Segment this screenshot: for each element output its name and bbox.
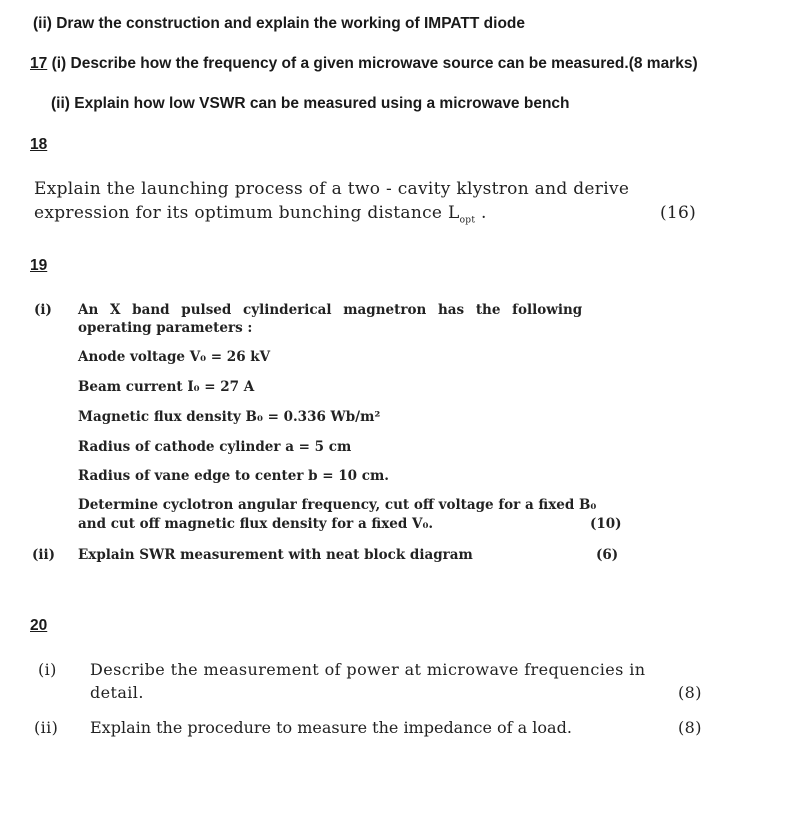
q19-ii-text: Explain SWR measurement with neat block diagram	[78, 547, 473, 563]
q19-det-line2: and cut off magnetic flux density for a fixed V₀.	[78, 516, 434, 532]
q20-ii-marks: (8)	[678, 718, 702, 737]
q17-part-i-text: (i) Describe how the frequency of a given microwave source can be measured.(8 marks)	[51, 55, 698, 72]
q20-i-label: (i)	[38, 660, 57, 679]
q18-number: 18	[30, 136, 48, 153]
q19-i-line1: An X band pulsed cylinderical magnetron has the following	[78, 302, 583, 318]
q16-part-ii: (ii) Draw the construction and explain the working of IMPATT diode	[33, 15, 525, 32]
q19-param: Beam current I₀ = 27 A	[78, 379, 255, 395]
q20-number: 20	[30, 617, 48, 634]
q19-i-label: (i)	[34, 302, 52, 318]
q17-number: 17	[30, 55, 48, 72]
q19-i-line2: operating parameters :	[78, 320, 253, 336]
q17-part-ii: (ii) Explain how low VSWR can be measured using a microwave bench	[51, 95, 570, 112]
q19-param: Magnetic flux density B₀ = 0.336 Wb/m²	[78, 409, 381, 425]
q20-ii-text: Explain the procedure to measure the impedance of a load.	[90, 718, 572, 737]
q20-i-marks: (8)	[678, 683, 702, 702]
q18-line2: expression for its optimum bunching distance $L_{opt}$ .	[34, 203, 487, 226]
q19-number: 19	[30, 257, 48, 274]
q20-ii-label: (ii)	[34, 718, 59, 737]
q18-line1: Explain the launching process of a two - cavity klystron and derive	[34, 179, 630, 199]
q18-marks: (16)	[660, 203, 697, 223]
q18-subscript: opt	[459, 215, 476, 226]
q19-param: Anode voltage V₀ = 26 kV	[78, 349, 271, 365]
q19-ii-marks: (6)	[596, 547, 619, 563]
q20-i-line2: detail.	[90, 683, 144, 702]
q19-i-marks: (10)	[590, 516, 622, 532]
q19-ii-label: (ii)	[32, 547, 56, 563]
q17-part-i	[30, 55, 698, 73]
q20-i-line1: Describe the measurement of power at microwave frequencies in	[90, 660, 646, 679]
q19-det-line1: Determine cyclotron angular frequency, cut off voltage for a fixed B₀	[78, 497, 597, 513]
q19-param: Radius of cathode cylinder a = 5 cm	[78, 439, 352, 455]
q18-line2-text: expression for its optimum bunching distance L	[34, 203, 460, 223]
q19-param: Radius of vane edge to center b = 10 cm.	[78, 468, 389, 484]
